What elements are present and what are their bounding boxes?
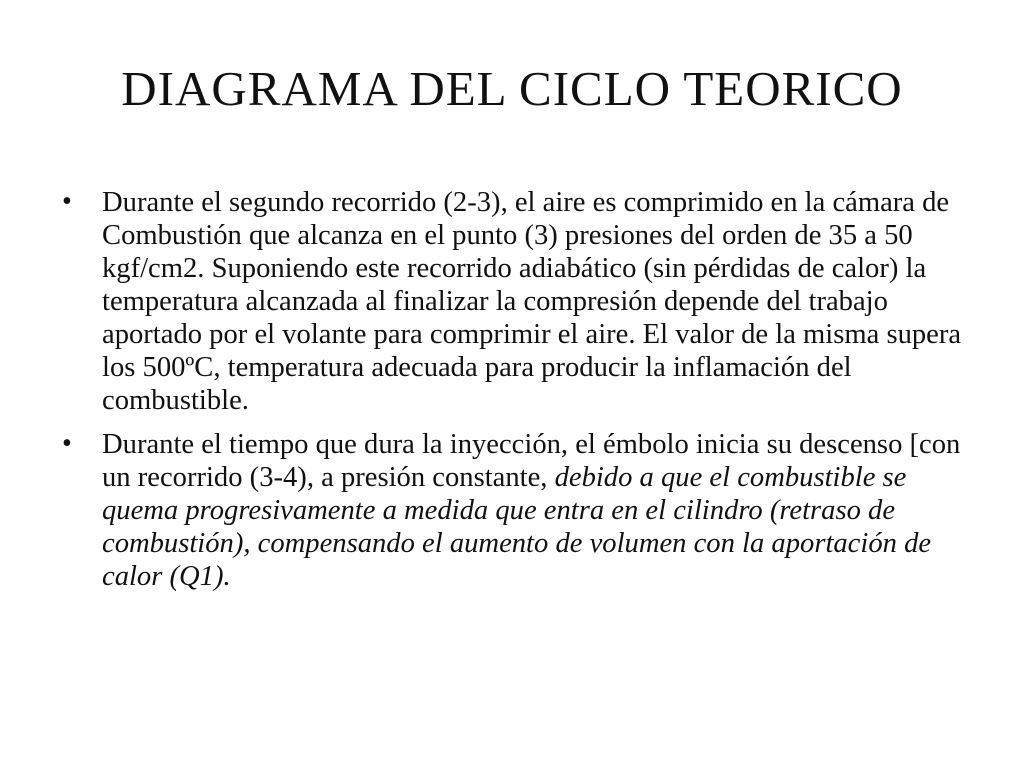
bullet-item-injection (62, 428, 972, 593)
bullet-text: Durante el tiempo que dura la inyección, el émbolo inicia su descenso [con un recorrido (3-4), a presión constante, (102, 429, 961, 493)
bullet-list (62, 186, 972, 604)
bullet-text: Durante el segundo recorrido (2-3), el aire es comprimido en la cámara de Combustión que alcanza en el punto (3) presiones del orden de 35 a 50 kgf/cm2. Suponiendo este recorrido adiabático (sin pérdidas de calor) la temperatura alcanzada al finalizar la compresión depende del trabajo aportado por el volante para comprimir el aire. El valor de la misma supera los 500ºC, temperatura adecuada para producir la inflamación del combustible. (102, 187, 962, 416)
bullet-marker: • (62, 428, 72, 459)
slide-title: DIAGRAMA DEL CICLO TEORICO (121, 61, 903, 116)
bullet-item-compression (62, 186, 972, 417)
bullet-text-italic: debido a que el combustible se quema progresivamente a medida que entra en el cilindro (retraso de combustión), compensando el aumento de volumen con la aportación de calor (Q1). (102, 462, 932, 592)
bullet-marker: • (62, 186, 72, 217)
